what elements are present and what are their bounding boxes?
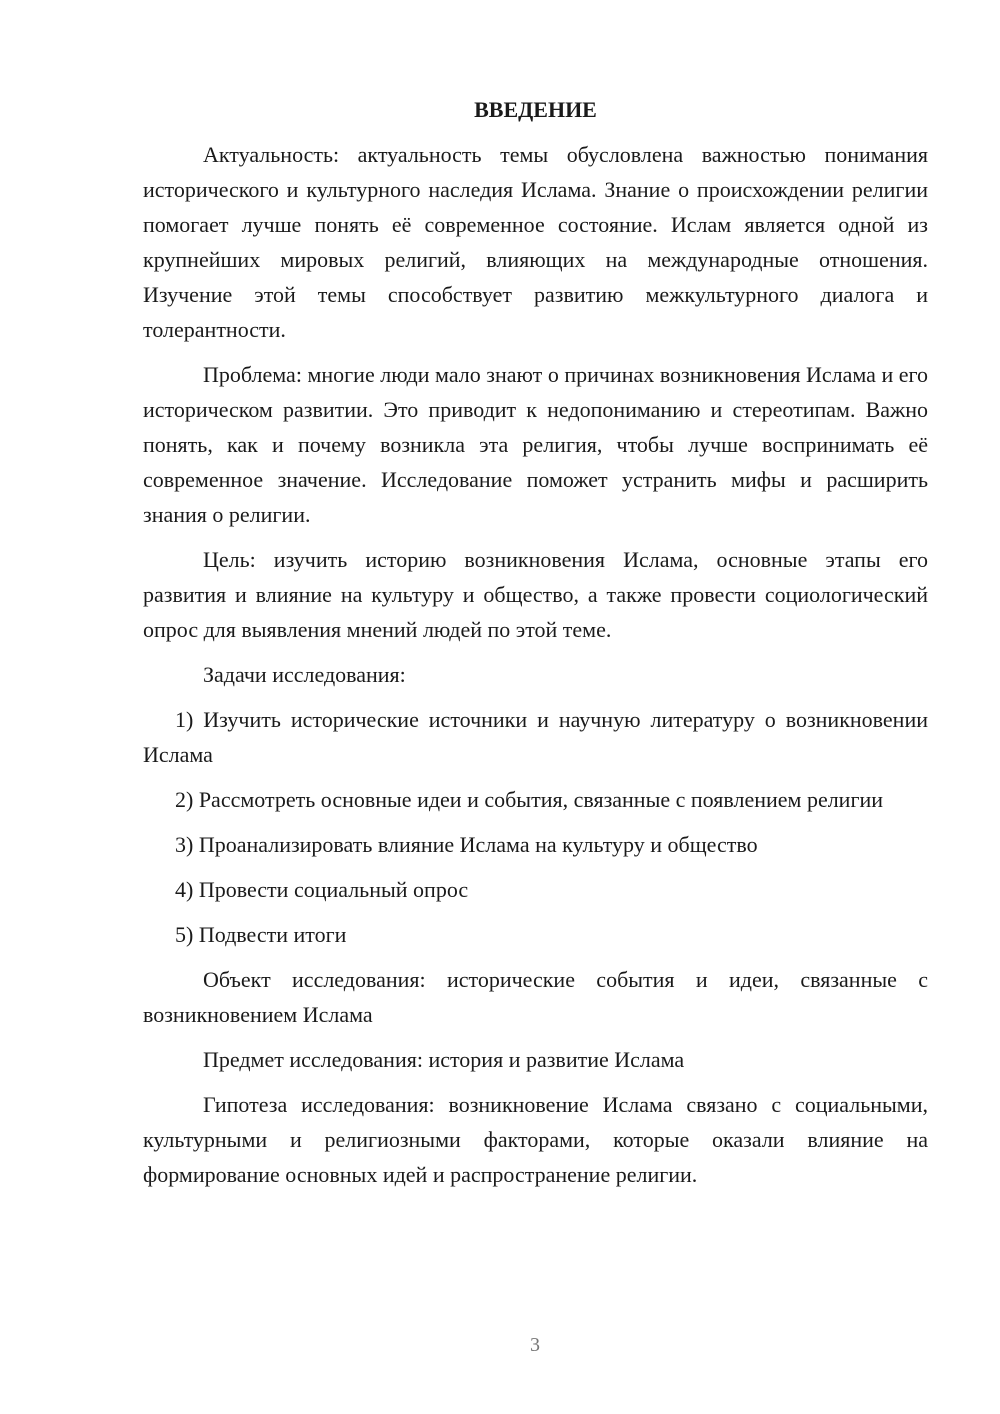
paragraph-problem: Проблема: многие люди мало знают о причинах возникновения Ислама и его историческом развитии. Это приводит к недопониманию и стереотипам. Важно понять, как и почему возникла эта религия, чтобы лучше воспринимать её современное значение. Исследование поможет устранить мифы и расширить знания о религии. xyxy=(143,362,928,527)
page-content xyxy=(143,92,928,1192)
paragraph-subject: Предмет исследования: история и развитие Ислама xyxy=(203,1047,685,1072)
list-item: 1) Изучить исторические источники и научную литературу о возникновении Ислама xyxy=(143,707,928,767)
list-item: 3) Проанализировать влияние Ислама на культуру и общество xyxy=(175,832,758,857)
tasks-list xyxy=(143,702,928,952)
tasks-heading: Задачи исследования: xyxy=(203,662,406,687)
paragraph-goal: Цель: изучить историю возникновения Ислама, основные этапы его развития и влияние на культуру и общество, а также провести социологический опрос для выявления мнений людей по этой теме. xyxy=(143,547,928,642)
paragraph-hypothesis: Гипотеза исследования: возникновение Ислама связано с социальными, культурными и религиозными факторами, которые оказали влияние на формирование основных идей и распространение религии. xyxy=(143,1092,928,1187)
list-item: 2) Рассмотреть основные идеи и события, связанные с появлением религии xyxy=(175,787,884,812)
page-number: 3 xyxy=(530,1334,540,1356)
list-item: 4) Провести социальный опрос xyxy=(175,877,469,902)
list-item: 5) Подвести итоги xyxy=(175,922,347,947)
page-title: ВВЕДЕНИЕ xyxy=(474,97,597,122)
paragraph-object: Объект исследования: исторические события и идеи, связанные с возникновением Ислама xyxy=(143,967,928,1027)
paragraph-relevance: Актуальность: актуальность темы обусловлена важностью понимания исторического и культурного наследия Ислама. Знание о происхождении религии помогает лучше понять её современное состояние. Ислам является одной из крупнейших мировых религий, влияющих на международные отношения. Изучение этой темы способствует развитию межкультурного диалога и толерантности. xyxy=(143,142,928,342)
